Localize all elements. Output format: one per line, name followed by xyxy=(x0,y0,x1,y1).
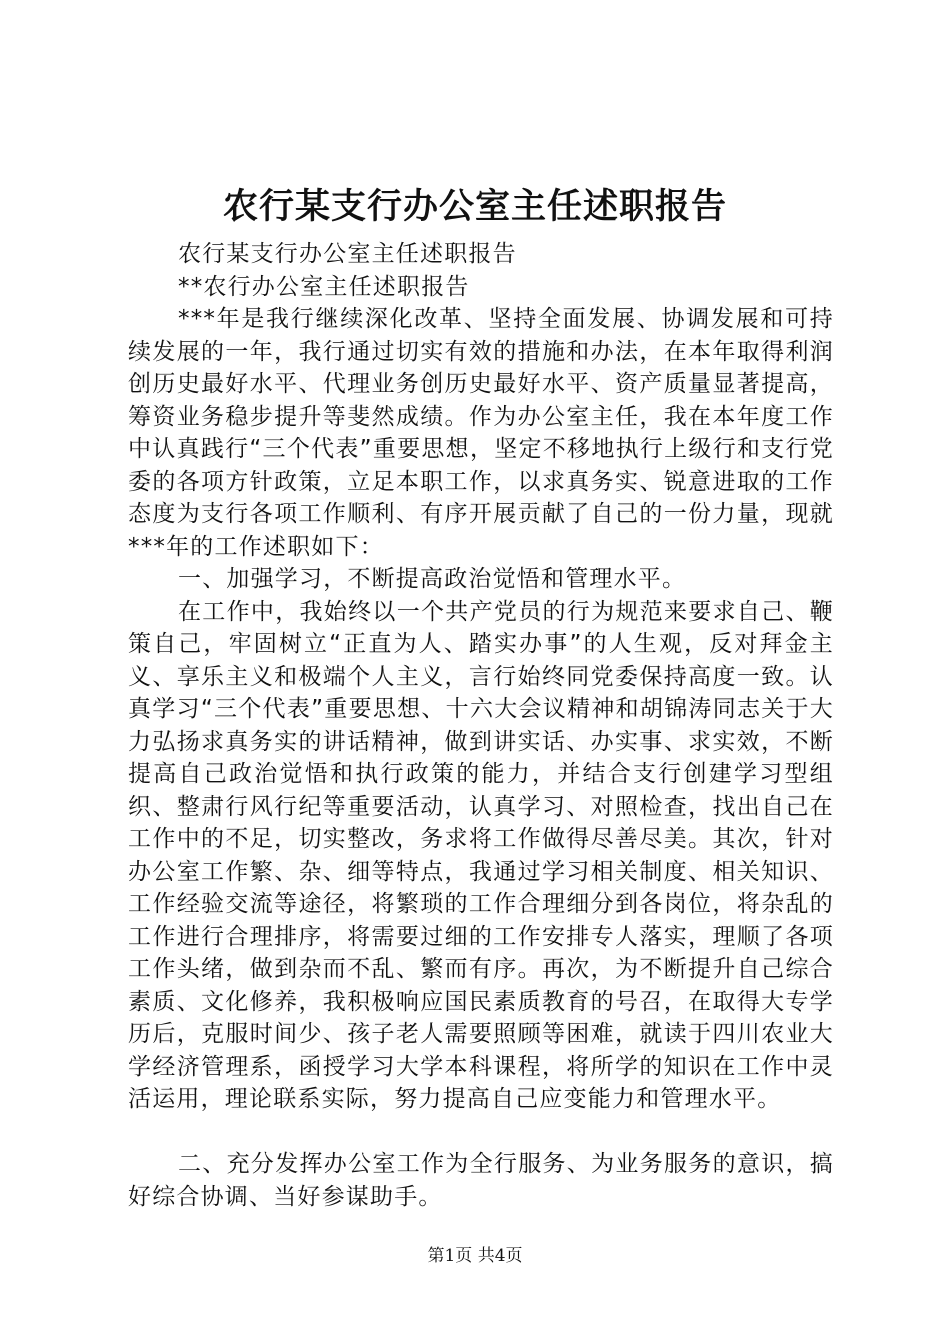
section-heading-2: 二、充分发挥办公室工作为全行服务、为业务服务的意识，搞好综合协调、当好参谋助手。 xyxy=(128,1151,834,1210)
document-title: 农行某支行办公室主任述职报告 xyxy=(222,186,727,227)
paragraph-subtitle: 农行某支行办公室主任述职报告 xyxy=(178,241,517,267)
paragraph-section-1: 在工作中，我始终以一个共产党员的行为规范来要求自己、鞭策自己，牢固树立“正直为人、踏实办事”的人生观，反对拜金主义、享乐主义和极端个人主义，言行始终同党委保持高度一致。认真学习“三个代表”重要思想、十六大会议精神和胡锦涛同志关于大力弘扬求真务实的讲话精神，做到讲实话、办实事、求实效，不断提高自己政治觉悟和执行政策的能力，并结合支行创建学习型组织、整肃行风行纪等重要活动，认真学习、对照检查，找出自己在工作中的不足，切实整改，务求将工作做得尽善尽美。其次，针对办公室工作繁、杂、细等特点，我通过学习相关制度、相关知识、工作经验交流等途径，将繁琐的工作合理细分到各岗位，将杂乱的工作进行合理排序，将需要过细的工作安排专人落实，理顺了各项工作头绪，做到杂而不乱、繁而有序。再次，为不断提升自己综合素质、文化修养，我积极响应国民素质教育的号召，在取得大专学历后，克服时间少、孩子老人需要照顾等困难，就读于四川农业大学经济管理系，函授学习大学本科课程，将所学的知识在工作中灵活运用，理论联系实际，努力提高自己应变能力和管理水平。 xyxy=(128,598,834,1112)
paragraph-intro: ***年是我行继续深化改革、坚持全面发展、协调发展和可持续发展的一年，我行通过切实有效的措施和办法，在本年取得利润创历史最好水平、代理业务创历史最好水平、资产质量显著提高，筹资业务稳步提升等斐然成绩。作为办公室主任，我在本年度工作中认真践行“三个代表”重要思想，坚定不移地执行上级行和支行党委的各项方针政策，立足本职工作，以求真务实、锐意进取的工作态度为支行各项工作顺利、有序开展贡献了自己的一份力量，现就***年的工作述职如下： xyxy=(128,306,834,560)
page-number: 第1页 共4页 xyxy=(427,1246,523,1266)
document-body xyxy=(128,238,834,1213)
section-heading-1: 一、加强学习，不断提高政治觉悟和管理水平。 xyxy=(178,566,687,592)
paragraph-heading: **农行办公室主任述职报告 xyxy=(178,273,470,300)
